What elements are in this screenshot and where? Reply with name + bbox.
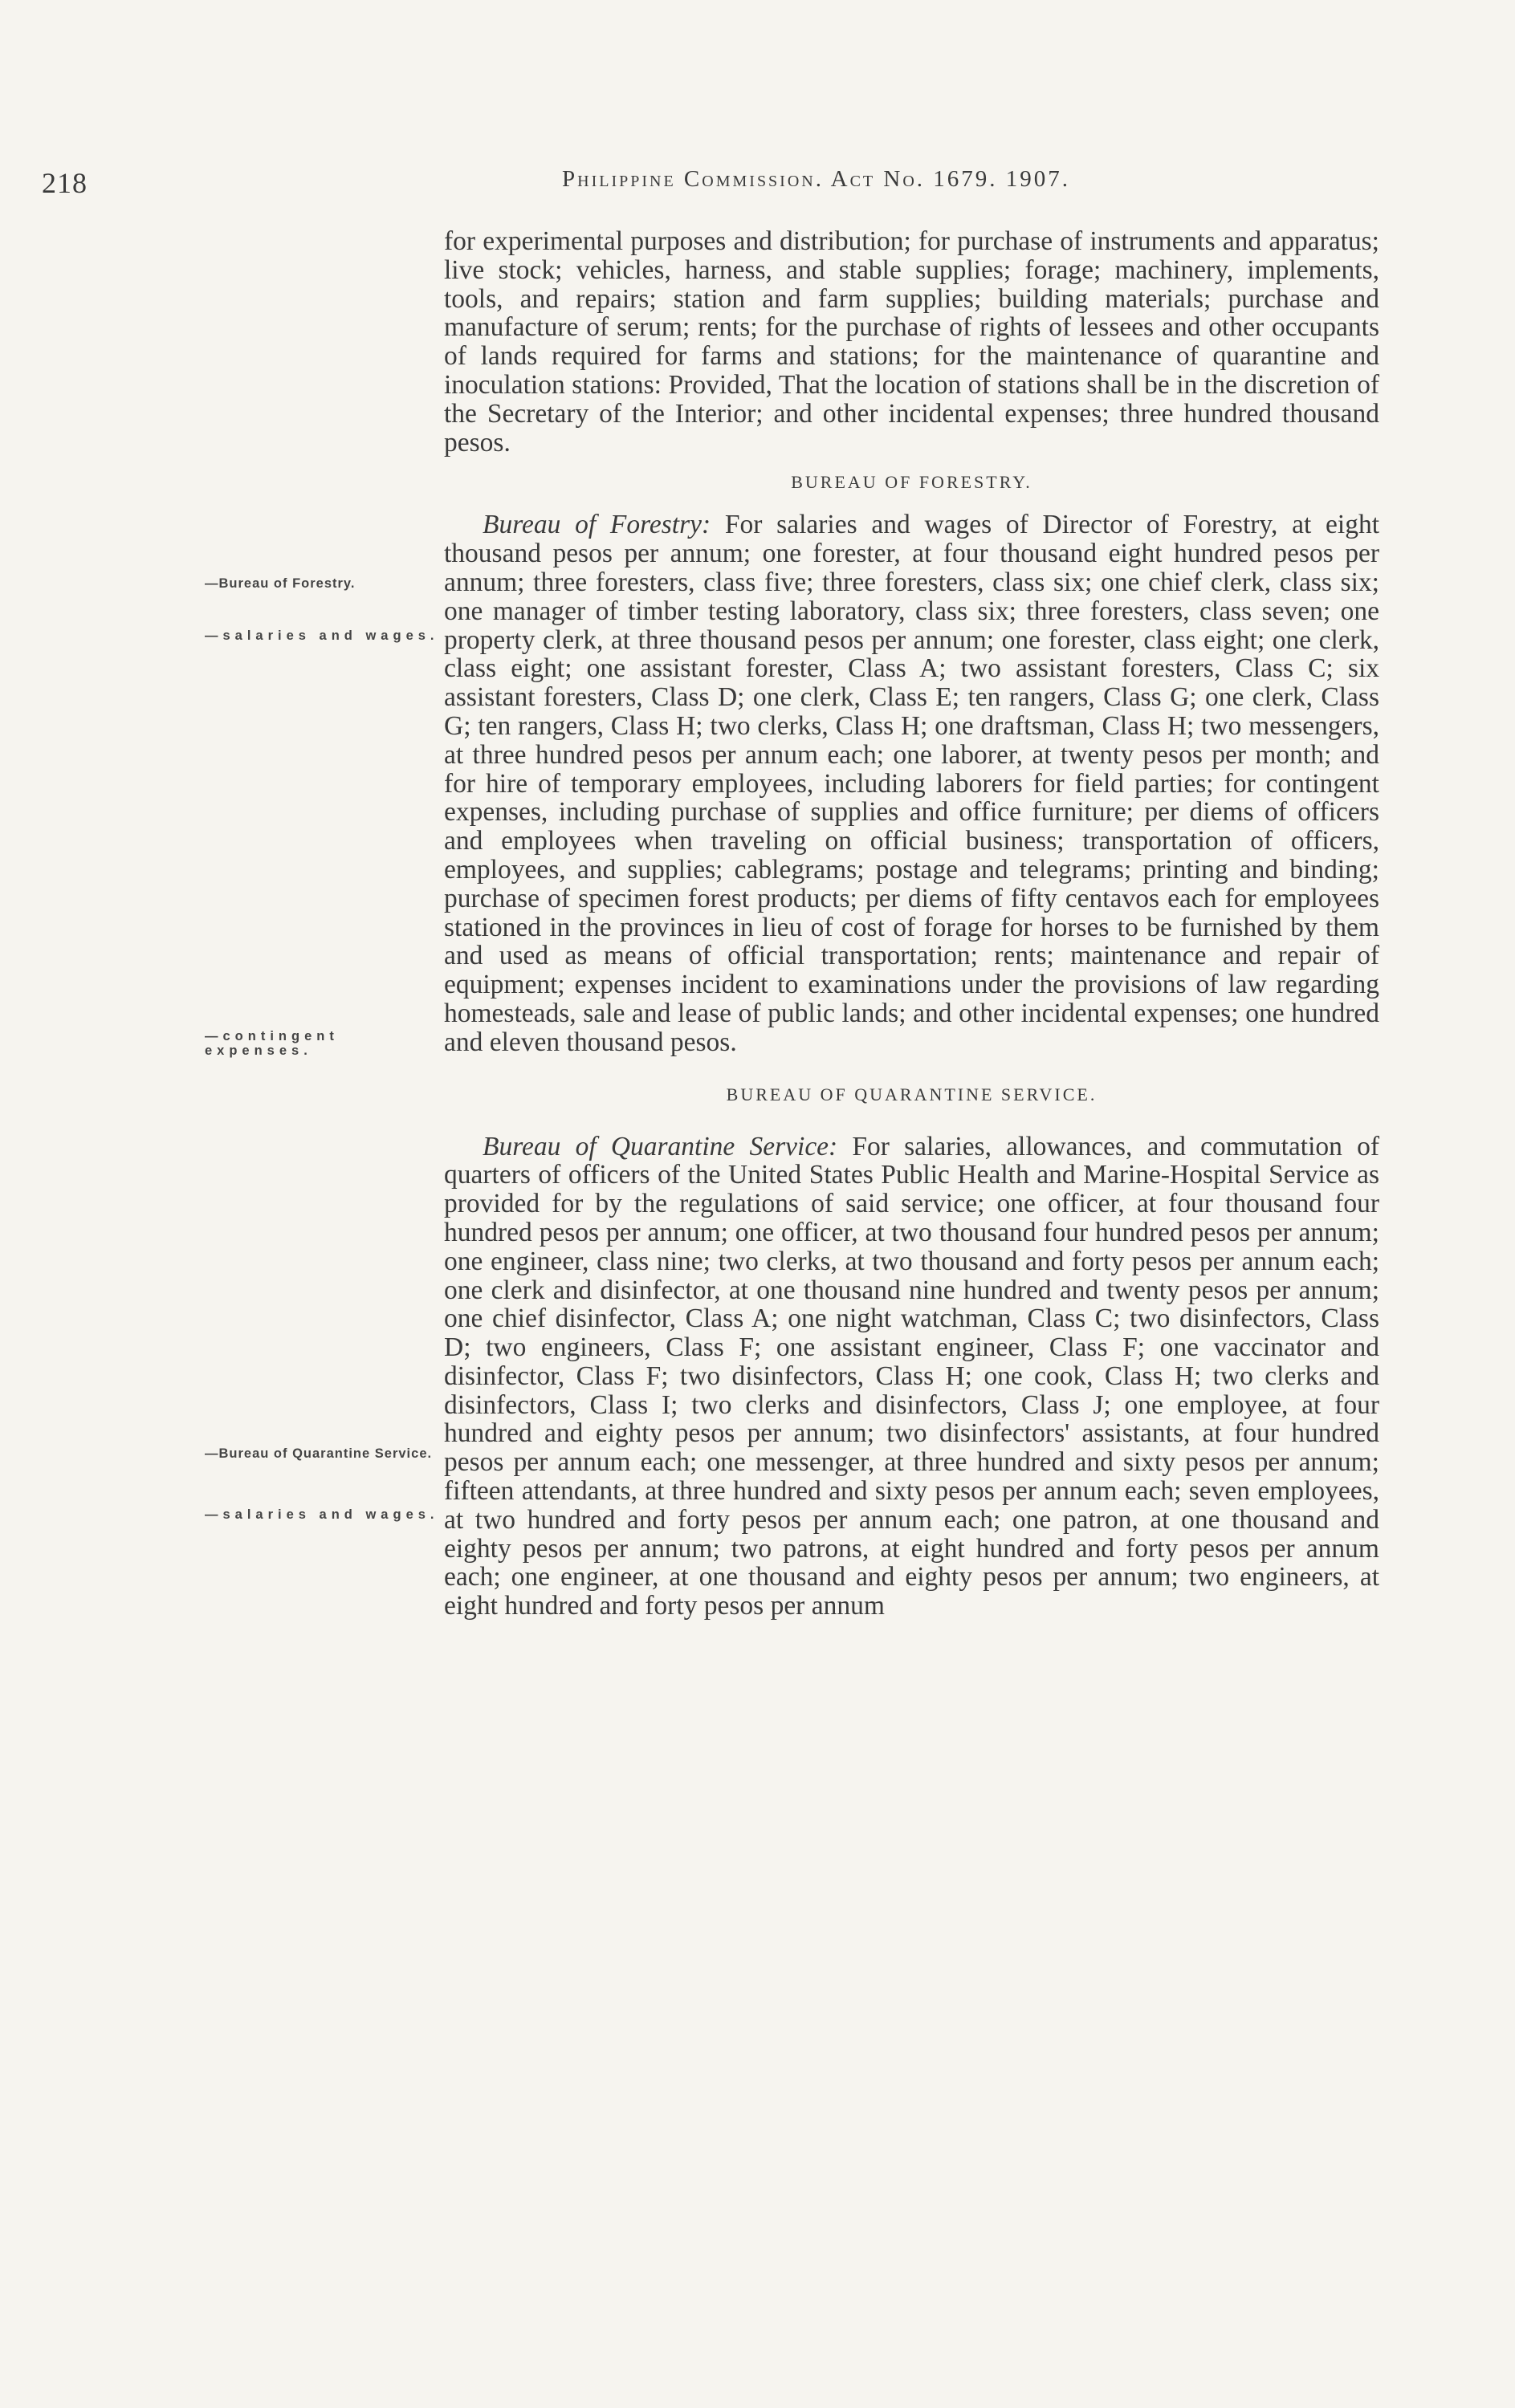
margin-note-forestry-contingent: —contingent expenses. (205, 1029, 339, 1058)
running-head: Philippine Commission. Act No. 1679. 1907. (562, 166, 1071, 192)
paragraph-quarantine (444, 1133, 1379, 1621)
margin-note-forestry: —Bureau of Forestry. (205, 576, 356, 591)
margin-note-quarantine: —Bureau of Quarantine Service. (205, 1446, 433, 1461)
paragraph-title-forestry: Bureau of Forestry: (483, 510, 711, 540)
paragraph-text-forestry: For salaries and wages of Director of Forestry, at eight thousand pesos per annum; one forester, at four thousand eight hundred pesos per annum; three foresters, class five; three foresters, class six; one chief clerk, class six; one manager of timber testing laboratory, class six; three foresters, class seven; one property clerk, at three thousand pesos per annum; one forester, class eight; one clerk, class eight; one assistant forester, Class A; two assistant foresters, Class C; six assistant foresters, Class D; one clerk, Class E; ten rangers, Class G; one clerk, Class G; ten rangers, Class H; two clerks, Class H; one draftsman, Class H; two messengers, at three hundred pesos per annum each; one laborer, at twenty pesos per month; and for hire of temporary employees, including laborers for field parties; for contingent expenses, including purchase of supplies and office furniture; per diems of officers and employees when traveling on official business; transportation of officers, employees, and supplies; cablegrams; postage and telegrams; printing and binding; purchase of specimen forest products; per diems of fifty centavos each for employees stationed in the provinces in lieu of cost of forage for horses to be furnished by them and used as means of official transportation; rents; maintenance and repair of equipment; expenses incident to examinations under the provisions of law regarding homesteads, sale and lease of public lands; and other incidental expenses; one hundred and eleven thousand pesos. (444, 510, 1379, 1057)
page-number: 218 (42, 167, 88, 199)
margin-note-forestry-salaries: —salaries and wages. (205, 628, 439, 643)
section-heading-forestry: BUREAU OF FORESTRY. (791, 472, 1032, 493)
body-column (444, 227, 1379, 1621)
paragraph-text-quarantine: For salaries, allowances, and commutation of quarters of officers of the United States Public Health and Marine-Hospital Service as provided for by the regulations of said service; one officer, at four thousand four hundred pesos per annum; one officer, at two thousand four hundred pesos per annum; one engineer, class nine; two clerks, at two thousand and forty pesos per annum each; one clerk and disinfector, at one thousand nine hundred and twenty pesos per annum; one chief disinfector, Class A; one night watchman, Class C; two disinfectors, Class D; two engineers, Class F; one assistant engineer, Class F; one vaccinator and disinfector, Class F; two disinfectors, Class H; one cook, Class H; two clerks and disinfectors, Class I; two clerks and disinfectors, Class J; one employee, at four hundred and eighty pesos per annum; two disinfectors' assistants, at four hundred pesos per annum each; one messenger, at three hundred and sixty pesos per annum; fifteen attendants, at three hundred and sixty pesos per annum each; seven employees, at two hundred and forty pesos per annum each; one patron, at one thousand and eighty pesos per annum; two patrons, at eight hundred and forty pesos per annum each; one engineer, at one thousand and eighty pesos per annum; two engineers, at eight hundred and forty pesos per annum (444, 1131, 1380, 1621)
paragraph-continued: for experimental purposes and distribution; for purchase of instruments and apparatus; live stock; vehicles, harness, and stable supplies; forage; machinery, implements, tools, and repairs; station and farm supplies; building materials; purchase and manufacture of serum; rents; for the purchase of rights of lessees and other occupants of lands required for farms and stations; for the maintenance of quarantine and inoculation stations: Provided, That the location of stations shall be in the discretion of the Secretary of the Interior; and other incidental expenses; three hundred thousand pesos. (444, 226, 1379, 458)
paragraph-title-quarantine: Bureau of Quarantine Service: (483, 1131, 838, 1161)
paragraph-forestry (444, 510, 1379, 1056)
margin-note-quarantine-salaries: —salaries and wages. (205, 1507, 439, 1522)
section-heading-quarantine: BUREAU OF QUARANTINE SERVICE. (726, 1084, 1098, 1104)
